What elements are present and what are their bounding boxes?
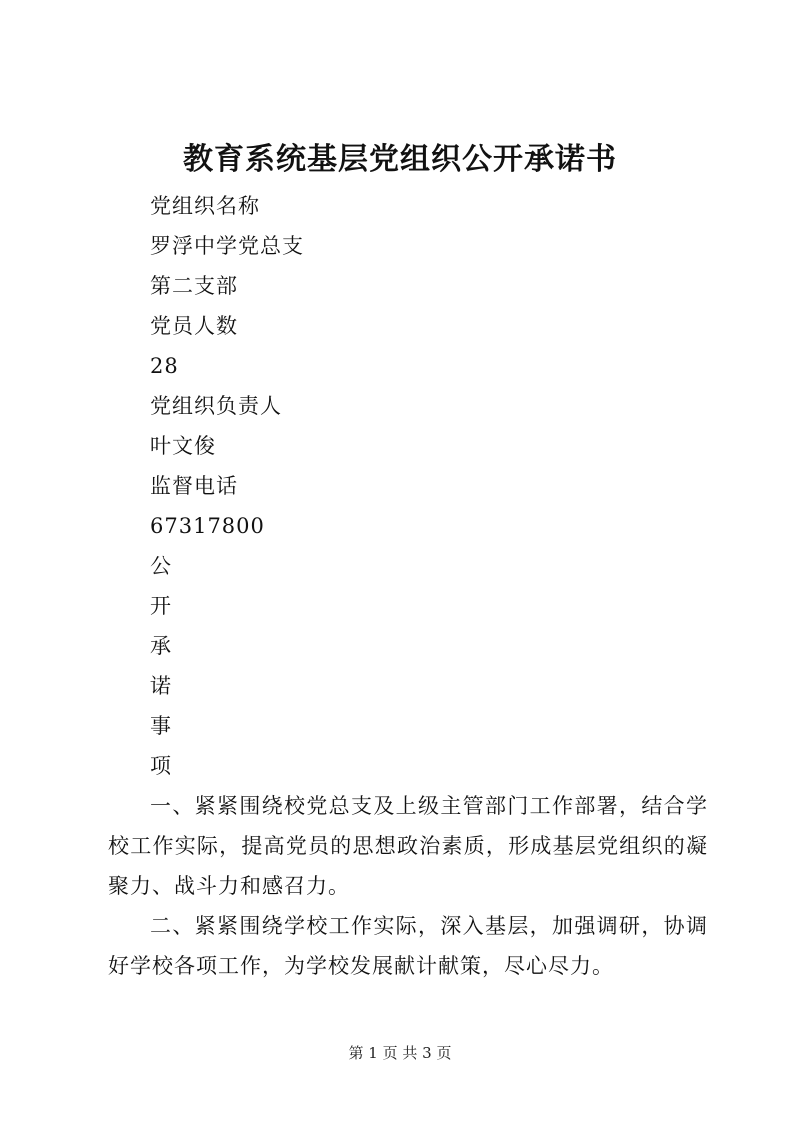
commitment-paragraphs [108, 786, 708, 986]
organization-info-list [150, 186, 304, 786]
page-footer: 第 1 页 共 3 页 [348, 1044, 452, 1062]
info-line: 党员人数 [150, 314, 238, 338]
info-line: 承 [150, 634, 172, 658]
info-line: 事 [150, 714, 172, 738]
info-line: 诺 [150, 674, 172, 698]
info-line: 罗浮中学党总支 [150, 234, 304, 258]
info-line: 28 [150, 354, 179, 378]
info-line: 党组织名称 [150, 194, 260, 218]
info-line: 监督电话 [150, 474, 238, 498]
info-line: 第二支部 [150, 274, 238, 298]
info-line: 党组织负责人 [150, 394, 282, 418]
commitment-paragraph: 二、紧紧围绕学校工作实际，深入基层，加强调研，协调好学校各项工作，为学校发展献计献策，尽心尽力。 [108, 914, 708, 978]
info-line: 67317800 [150, 514, 265, 538]
commitment-paragraph: 一、紧紧围绕校党总支及上级主管部门工作部署，结合学校工作实际，提高党员的思想政治素质，形成基层党组织的凝聚力、战斗力和感召力。 [108, 794, 708, 898]
info-line: 公 [150, 554, 172, 578]
document-title: 教育系统基层党组织公开承诺书 [183, 142, 617, 177]
info-line: 叶文俊 [150, 434, 216, 458]
info-line: 开 [150, 594, 172, 618]
info-line: 项 [150, 754, 172, 778]
